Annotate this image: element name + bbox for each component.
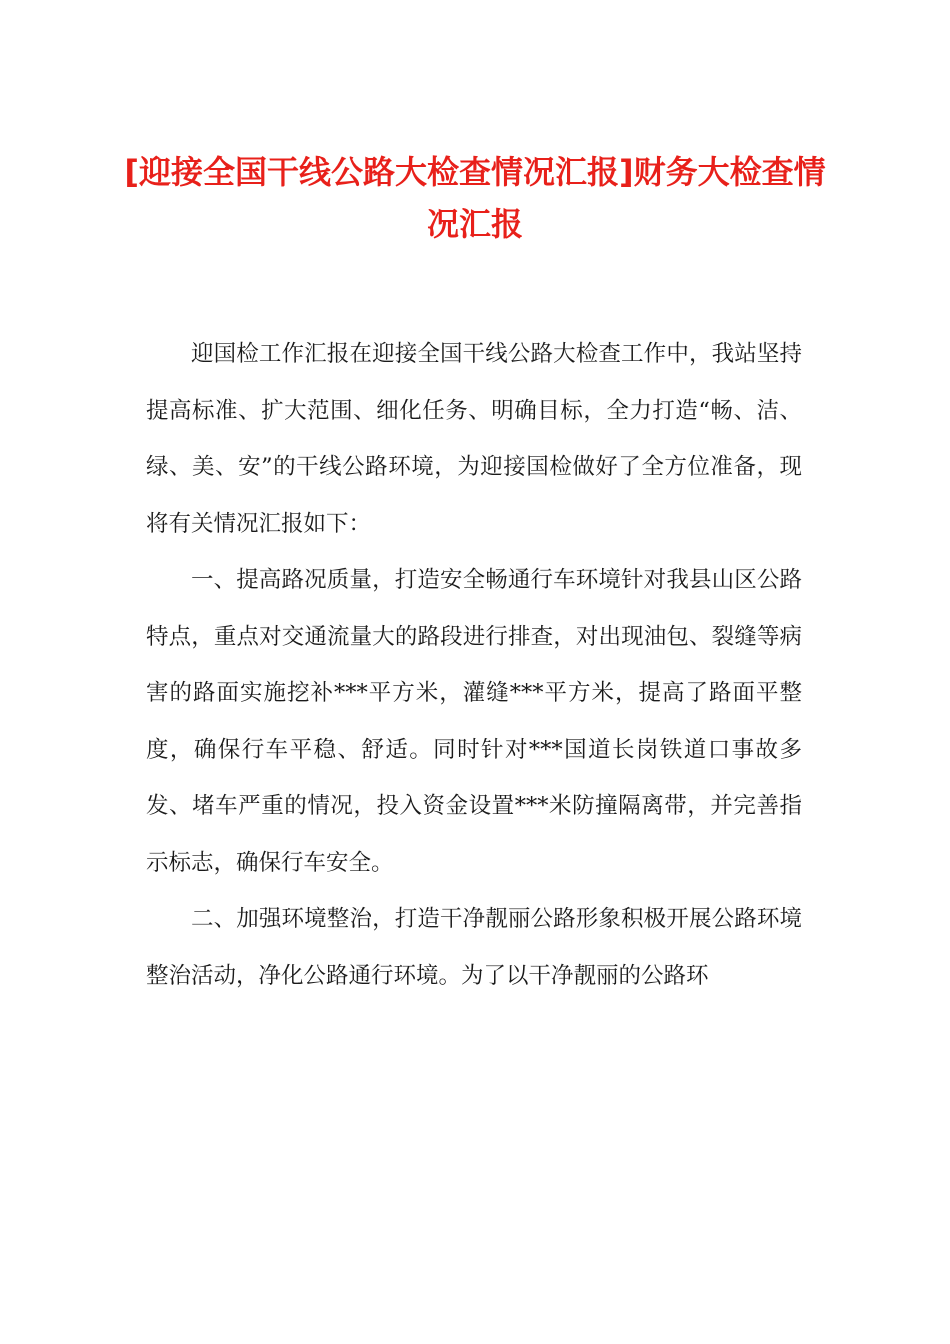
paragraph-section-1: 一、提高路况质量，打造安全畅通行车环境针对我县山区公路特点，重点对交通流量大的路段进行排查，对出现油包、裂缝等病害的路面实施挖补***平方米，灌缝***平方米，提高了路面平整度，确保行车平稳、舒适。同时针对***国道长岗铁道口事故多发、堵车严重的情况，投入资金设置***米防撞隔离带，并完善指示标志，确保行车安全。 [146, 567, 802, 876]
document-body [146, 326, 802, 1004]
paragraph-section-2: 二、加强环境整治，打造干净靓丽公路形象积极开展公路环境整治活动，净化公路通行环境。为了以干净靓丽的公路环 [146, 906, 802, 989]
paragraph-intro: 迎国检工作汇报在迎接全国干线公路大检查工作中，我站坚持提高标准、扩大范围、细化任务、明确目标，全力打造“畅、洁、绿、美、安”的干线公路环境，为迎接国检做好了全方位准备，现将有关情况汇报如下： [146, 341, 802, 537]
document-title: [迎接全国干线公路大检查情况汇报]财务大检查情况汇报 [124, 153, 826, 243]
